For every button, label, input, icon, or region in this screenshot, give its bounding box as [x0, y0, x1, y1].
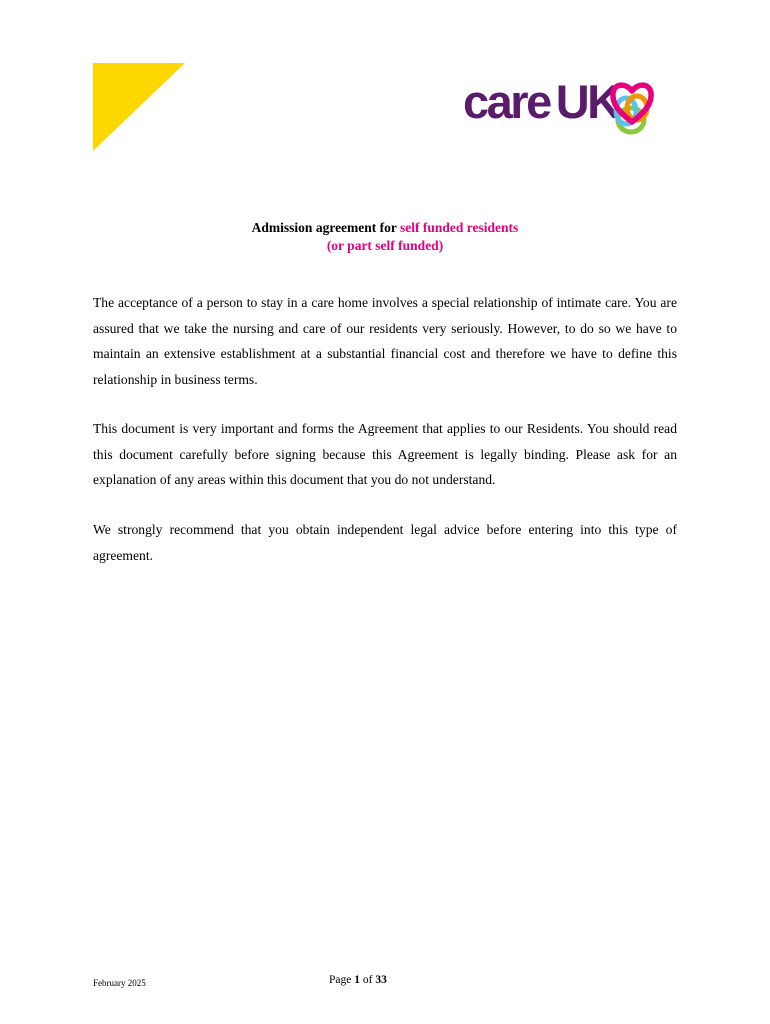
page-number [329, 974, 387, 986]
page-current: 1 [354, 974, 360, 986]
logo-wordmark [463, 75, 619, 128]
footer-date: February 2025 [93, 978, 146, 988]
body-paragraph-1: The acceptance of a person to stay in a care home involves a special relationship of intimate care. You are assured that we take the nursing and care of our residents very seriously. However, to do so we have to maintain an extensive establishment at a substantial financial cost and therefore we have to define this relationship in business terms. [93, 295, 677, 387]
title-subtitle: (or part self funded) [326, 238, 444, 253]
title-prefix: Admission agreement for [251, 220, 401, 235]
title-line-1 [0, 219, 770, 237]
body-paragraph-3: We strongly recommend that you obtain independent legal advice before entering into this type of agreement. [93, 522, 677, 563]
logo-text-uk: UK [555, 75, 619, 128]
page-total: 33 [375, 974, 387, 986]
page-prefix: Page [329, 974, 355, 986]
body-paragraph-2: This document is very important and forms the Agreement that applies to our Residents. You should read this document carefully before signing because this Agreement is legally binding. Please ask for an explanation of any areas within this document that you do not understand. [93, 421, 677, 487]
care-uk-logo [463, 75, 655, 140]
page-of: of [359, 974, 376, 986]
title-highlight: self funded residents [400, 220, 519, 235]
document-title [0, 219, 770, 255]
corner-accent-triangle [93, 63, 185, 151]
heart-logo-icon [609, 78, 655, 138]
logo-text-care: care [463, 75, 550, 128]
